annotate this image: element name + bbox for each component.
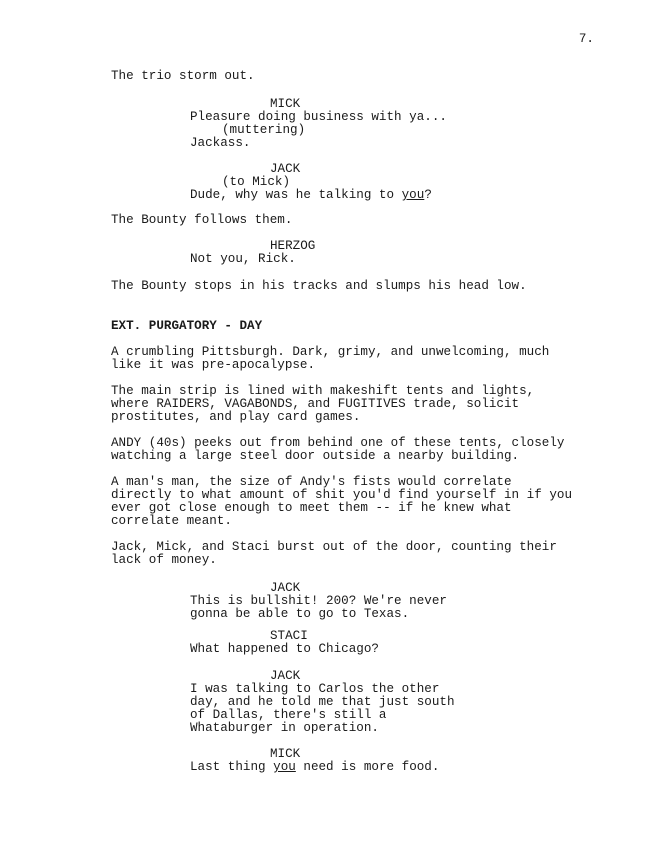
action-line: The Bounty stops in his tracks and slumps his head low.	[111, 279, 527, 293]
action-paragraph: Jack, Mick, and Staci burst out of the door, counting their lack of money.	[111, 540, 557, 567]
dialogue-line: day, and he told me that just south	[190, 695, 455, 709]
character-cue: JACK	[270, 162, 301, 176]
dialogue-block	[190, 582, 490, 621]
dialogue-block	[190, 748, 490, 774]
dialogue-line: Whataburger in operation.	[190, 721, 379, 735]
dialogue-text: Last thing	[190, 760, 274, 774]
scene-heading: EXT. PURGATORY - DAY	[111, 319, 263, 333]
action-paragraph: ANDY (40s) peeks out from behind one of these tents, closely watching a large steel door outside a nearby building.	[111, 436, 565, 463]
dialogue-block	[190, 670, 490, 735]
action-paragraph: A crumbling Pittsburgh. Dark, grimy, and unwelcoming, much like it was pre-apocalypse.	[111, 345, 550, 372]
action-paragraph: A man's man, the size of Andy's fists would correlate directly to what amount of shit you'd find yourself in if you ever got close enough to meet them -- if he knew what correlate meant.	[111, 475, 573, 528]
dialogue-line: Not you, Rick.	[190, 252, 296, 266]
page-number: 7.	[578, 32, 594, 46]
emphasis: you	[273, 760, 296, 774]
dialogue-line	[190, 189, 490, 202]
emphasis: you	[401, 188, 425, 202]
action-line: The trio storm out.	[111, 69, 255, 83]
dialogue-line: What happened to Chicago?	[190, 642, 379, 656]
parenthetical: (muttering)	[222, 123, 306, 137]
dialogue-line: Jackass.	[190, 136, 251, 150]
character-cue: MICK	[270, 747, 301, 761]
character-cue: JACK	[270, 669, 301, 683]
dialogue-block	[190, 240, 490, 266]
dialogue-line: gonna be able to go to Texas.	[190, 607, 410, 621]
action-line: The Bounty follows them.	[111, 213, 293, 227]
dialogue-block	[190, 630, 490, 656]
dialogue-text: Dude, why was he talking to	[190, 188, 402, 202]
dialogue-block	[190, 98, 490, 150]
dialogue-line: of Dallas, there's still a	[190, 708, 387, 722]
dialogue-text: need is more food.	[295, 760, 440, 774]
character-cue: JACK	[270, 581, 301, 595]
dialogue-line: I was talking to Carlos the other	[190, 682, 440, 696]
dialogue-line: This is bullshit! 200? We're never	[190, 594, 447, 608]
character-cue: HERZOG	[270, 239, 316, 253]
dialogue-line	[190, 761, 490, 774]
action-paragraph: The main strip is lined with makeshift tents and lights, where RAIDERS, VAGABONDS, and FUGITIVES trade, solicit prostitutes, and play card games.	[111, 384, 535, 424]
dialogue-block	[190, 163, 490, 202]
character-cue: STACI	[270, 629, 308, 643]
character-cue: MICK	[270, 97, 301, 111]
dialogue-line: Pleasure doing business with ya...	[190, 110, 447, 124]
parenthetical: (to Mick)	[222, 175, 291, 189]
dialogue-text: ?	[424, 188, 432, 202]
